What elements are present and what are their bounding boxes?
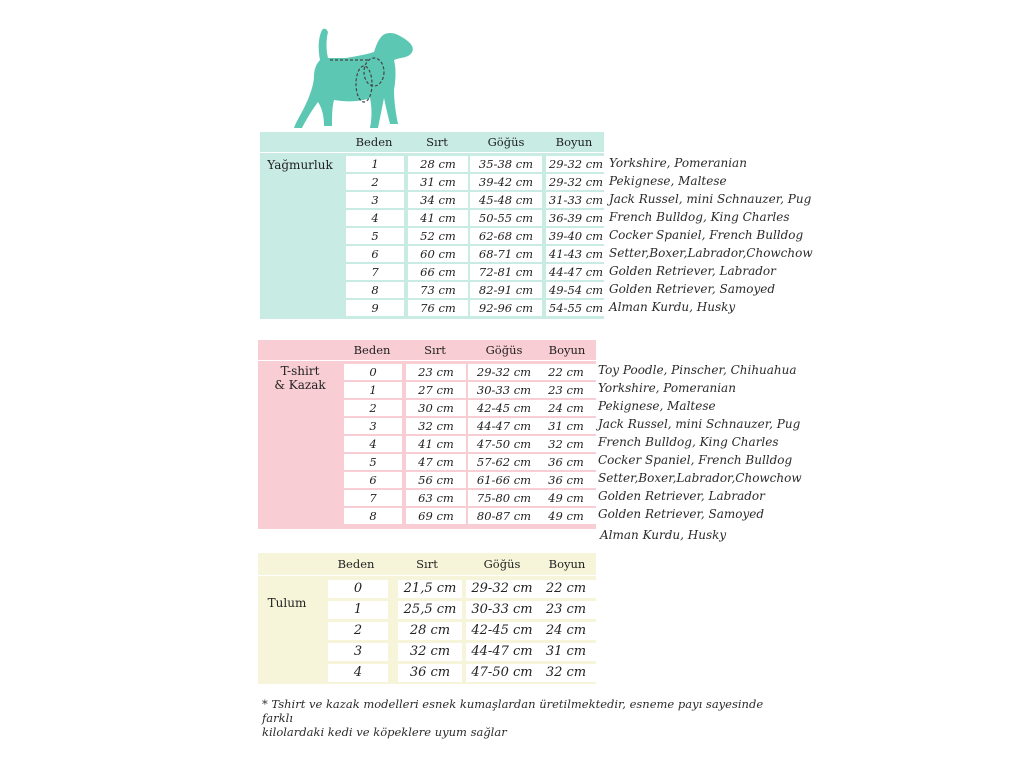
cell-size: 3 xyxy=(344,418,402,434)
cell-chest: 62-68 cm xyxy=(470,228,542,244)
cell-back: 27 cm xyxy=(406,382,466,398)
breed-list: Setter,Boxer,Labrador,Chowchow xyxy=(609,246,813,260)
footnote-line1: * Tshirt ve kazak modelleri esnek kumaşlardan üretilmektedir, esneme payı sayesinde farklı xyxy=(262,697,764,725)
cell-chest: 44-47 cm xyxy=(466,643,538,661)
cell-back: 30 cm xyxy=(406,400,466,416)
cell-chest: 47-50 cm xyxy=(468,436,540,452)
header-size: Beden xyxy=(355,135,393,149)
cell-neck: 31-33 cm xyxy=(546,192,606,208)
cell-neck: 39-40 cm xyxy=(546,228,606,244)
breed-list: Golden Retriever, Labrador xyxy=(609,264,776,278)
cell-size: 0 xyxy=(344,364,402,380)
cell-neck: 22 cm xyxy=(536,364,596,380)
breed-list: Jack Russel, mini Schnauzer, Pug xyxy=(598,417,801,431)
cell-size: 6 xyxy=(346,246,404,262)
breed-list: Setter,Boxer,Labrador,Chowchow xyxy=(598,471,802,485)
breed-list: Cocker Spaniel, French Bulldog xyxy=(598,453,793,467)
cell-back: 60 cm xyxy=(408,246,468,262)
cell-neck: 49 cm xyxy=(536,490,596,506)
cell-size: 3 xyxy=(346,192,404,208)
tshirt-extra-breed: Alman Kurdu, Husky xyxy=(600,528,727,542)
cell-back: 28 cm xyxy=(408,156,468,172)
cell-back: 76 cm xyxy=(408,300,468,316)
cell-back: 66 cm xyxy=(408,264,468,280)
tshirt-title-line1: T-shirt xyxy=(280,364,320,378)
raincoat-header xyxy=(260,132,604,152)
header-neck: Boyun xyxy=(548,343,586,357)
cell-size: 5 xyxy=(346,228,404,244)
header-back: Sırt xyxy=(426,135,448,149)
cell-neck: 36-39 cm xyxy=(546,210,606,226)
jumpsuit-header xyxy=(258,553,596,575)
footnote-line2: kilolardaki kedi ve köpeklere uyum sağlar xyxy=(262,725,507,739)
cell-size: 1 xyxy=(344,382,402,398)
header-back: Sırt xyxy=(416,557,438,571)
breed-list: Pekignese, Maltese xyxy=(598,399,716,413)
cell-back: 32 cm xyxy=(406,418,466,434)
cell-back: 21,5 cm xyxy=(398,580,462,598)
cell-size: 1 xyxy=(346,156,404,172)
cell-size: 4 xyxy=(344,436,402,452)
breed-list: Pekignese, Maltese xyxy=(609,174,727,188)
breed-list: Yorkshire, Pomeranian xyxy=(609,156,747,170)
breed-list: Toy Poodle, Pinscher, Chihuahua xyxy=(598,363,797,377)
cell-size: 6 xyxy=(344,472,402,488)
cell-chest: 82-91 cm xyxy=(470,282,542,298)
header-size: Beden xyxy=(337,557,375,571)
cell-neck: 41-43 cm xyxy=(546,246,606,262)
breed-list: French Bulldog, King Charles xyxy=(609,210,790,224)
cell-chest: 29-32 cm xyxy=(466,580,538,598)
cell-neck: 49 cm xyxy=(536,508,596,524)
cell-size: 2 xyxy=(328,622,388,640)
cell-back: 47 cm xyxy=(406,454,466,470)
cell-chest: 75-80 cm xyxy=(468,490,540,506)
cell-neck: 29-32 cm xyxy=(546,174,606,190)
breed-list: Golden Retriever, Labrador xyxy=(598,489,765,503)
cell-back: 31 cm xyxy=(408,174,468,190)
cell-chest: 29-32 cm xyxy=(468,364,540,380)
tshirt-header xyxy=(258,340,596,360)
cell-back: 56 cm xyxy=(406,472,466,488)
cell-size: 4 xyxy=(328,664,388,682)
cell-size: 7 xyxy=(344,490,402,506)
cell-back: 41 cm xyxy=(406,436,466,452)
header-neck: Boyun xyxy=(555,135,593,149)
cell-chest: 42-45 cm xyxy=(466,622,538,640)
header-size: Beden xyxy=(353,343,391,357)
cell-size: 1 xyxy=(328,601,388,619)
breed-list: French Bulldog, King Charles xyxy=(598,435,779,449)
cell-neck: 54-55 cm xyxy=(546,300,606,316)
cell-chest: 44-47 cm xyxy=(468,418,540,434)
breed-list: Golden Retriever, Samoyed xyxy=(598,507,765,521)
raincoat-title: Yağmurluk xyxy=(267,158,333,172)
cell-chest: 68-71 cm xyxy=(470,246,542,262)
cell-neck: 23 cm xyxy=(536,601,596,619)
cell-size: 7 xyxy=(346,264,404,280)
header-chest: Göğüs xyxy=(487,135,525,149)
cell-size: 8 xyxy=(346,282,404,298)
cell-chest: 92-96 cm xyxy=(470,300,542,316)
cell-chest: 35-38 cm xyxy=(470,156,542,172)
cell-neck: 44-47 cm xyxy=(546,264,606,280)
header-neck: Boyun xyxy=(548,557,586,571)
cell-chest: 61-66 cm xyxy=(468,472,540,488)
cell-neck: 31 cm xyxy=(536,643,596,661)
cell-size: 5 xyxy=(344,454,402,470)
cell-back: 73 cm xyxy=(408,282,468,298)
cell-neck: 32 cm xyxy=(536,436,596,452)
cell-neck: 29-32 cm xyxy=(546,156,606,172)
cell-back: 63 cm xyxy=(406,490,466,506)
cell-back: 32 cm xyxy=(398,643,462,661)
cell-back: 23 cm xyxy=(406,364,466,380)
cell-neck: 24 cm xyxy=(536,400,596,416)
footnote xyxy=(262,697,782,739)
cell-neck: 23 cm xyxy=(536,382,596,398)
cell-size: 0 xyxy=(328,580,388,598)
cell-back: 69 cm xyxy=(406,508,466,524)
cell-chest: 45-48 cm xyxy=(470,192,542,208)
cell-size: 9 xyxy=(346,300,404,316)
cell-chest: 80-87 cm xyxy=(468,508,540,524)
cell-chest: 39-42 cm xyxy=(470,174,542,190)
cell-size: 8 xyxy=(344,508,402,524)
jumpsuit-title: Tulum xyxy=(267,596,307,610)
cell-chest: 30-33 cm xyxy=(468,382,540,398)
cell-back: 41 cm xyxy=(408,210,468,226)
breed-list: Golden Retriever, Samoyed xyxy=(609,282,776,296)
cell-chest: 42-45 cm xyxy=(468,400,540,416)
header-chest: Göğüs xyxy=(483,557,521,571)
cell-chest: 47-50 cm xyxy=(466,664,538,682)
breed-list: Cocker Spaniel, French Bulldog xyxy=(609,228,804,242)
cell-chest: 50-55 cm xyxy=(470,210,542,226)
cell-neck: 22 cm xyxy=(536,580,596,598)
cell-back: 52 cm xyxy=(408,228,468,244)
cell-chest: 30-33 cm xyxy=(466,601,538,619)
cell-neck: 36 cm xyxy=(536,454,596,470)
tshirt-title-line2: & Kazak xyxy=(274,378,326,392)
header-back: Sırt xyxy=(424,343,446,357)
cell-size: 2 xyxy=(344,400,402,416)
breed-list: Alman Kurdu, Husky xyxy=(609,300,736,314)
cell-neck: 36 cm xyxy=(536,472,596,488)
cell-chest: 72-81 cm xyxy=(470,264,542,280)
cell-back: 36 cm xyxy=(398,664,462,682)
header-chest: Göğüs xyxy=(485,343,523,357)
cell-neck: 31 cm xyxy=(536,418,596,434)
cell-back: 34 cm xyxy=(408,192,468,208)
dog-silhouette-icon xyxy=(288,24,418,134)
breed-list: Yorkshire, Pomeranian xyxy=(598,381,736,395)
cell-neck: 24 cm xyxy=(536,622,596,640)
cell-size: 4 xyxy=(346,210,404,226)
cell-chest: 57-62 cm xyxy=(468,454,540,470)
cell-back: 25,5 cm xyxy=(398,601,462,619)
breed-list: Jack Russel, mini Schnauzer, Pug xyxy=(609,192,812,206)
cell-size: 3 xyxy=(328,643,388,661)
cell-neck: 49-54 cm xyxy=(546,282,606,298)
cell-back: 28 cm xyxy=(398,622,462,640)
cell-neck: 32 cm xyxy=(536,664,596,682)
cell-size: 2 xyxy=(346,174,404,190)
